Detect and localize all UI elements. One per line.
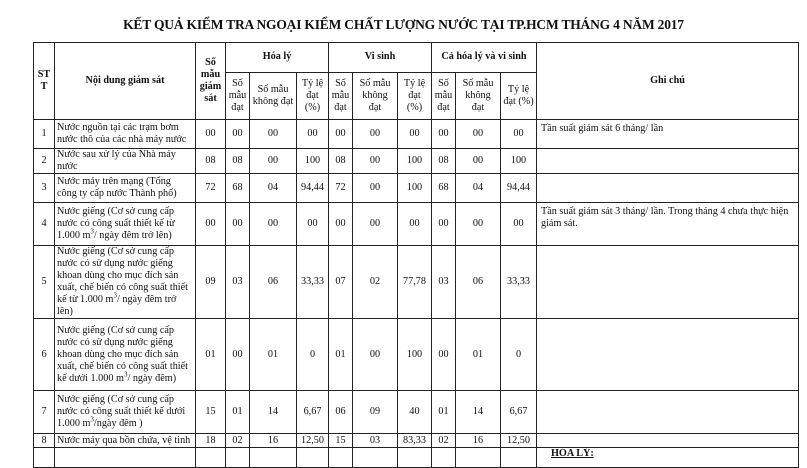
cell-hl-khong-dat: 00 <box>250 203 297 246</box>
row-samples: 18 <box>196 434 226 448</box>
header-c-khong-dat: Số mẫu không đạt <box>456 73 501 120</box>
cell-hl-khong-dat: 04 <box>250 174 297 203</box>
cell-vs-khong-dat: 00 <box>353 203 398 246</box>
row-note <box>537 391 799 434</box>
cell-hl-dat: 00 <box>226 120 250 149</box>
results-table <box>33 42 799 468</box>
cell-hl-khong-dat: 01 <box>250 319 297 391</box>
cell-hl-ty-le: 0 <box>297 319 329 391</box>
blank-cell <box>55 448 196 468</box>
cell-vs-khong-dat: 03 <box>353 434 398 448</box>
cell-c-ty-le: 0 <box>501 319 537 391</box>
cell-c-khong-dat: 00 <box>456 120 501 149</box>
cell-c-ty-le: 6,67 <box>501 391 537 434</box>
table-row <box>34 448 799 468</box>
cell-hl-ty-le: 100 <box>297 149 329 174</box>
cell-vs-dat: 08 <box>329 149 353 174</box>
cell-vs-dat: 01 <box>329 319 353 391</box>
blank-cell <box>196 448 226 468</box>
row-content: Nước máy trên mạng (Tổng công ty cấp nước Thành phố) <box>55 174 196 203</box>
cell-hl-dat: 03 <box>226 246 250 319</box>
blank-cell <box>329 448 353 468</box>
cell-vs-khong-dat: 00 <box>353 149 398 174</box>
cell-c-khong-dat: 01 <box>456 319 501 391</box>
row-stt: 8 <box>34 434 55 448</box>
header-note: Ghi chú <box>537 43 799 120</box>
header-ca-hai: Cả hóa lý và vi sinh <box>432 43 537 73</box>
row-note <box>537 319 799 391</box>
row-content: Nước giếng (Cơ sở cung cấp nước có sử dụng nước giếng khoan dùng cho mục đích sản xuất, chế biến có công suất thiết kế dưới 1.000 $m^3/$ ngày đêm) <box>55 319 196 391</box>
cell-hl-ty-le: 00 <box>297 120 329 149</box>
row-note: Tần suất giám sát 6 tháng/ lần <box>537 120 799 149</box>
blank-cell <box>353 448 398 468</box>
cell-c-khong-dat: 00 <box>456 203 501 246</box>
cell-c-ty-le: 12,50 <box>501 434 537 448</box>
header-hl-khong-dat: Số mẫu không đạt <box>250 73 297 120</box>
cell-c-ty-le: 33,33 <box>501 246 537 319</box>
cell-vs-khong-dat: 02 <box>353 246 398 319</box>
table-row <box>34 391 799 434</box>
cell-hl-ty-le: 12,50 <box>297 434 329 448</box>
row-stt: 3 <box>34 174 55 203</box>
row-content: Nước giếng (Cơ sở cung cấp nước có công suất thiết kế từ 1.000 $m^3/$ ngày đêm trở lên) <box>55 203 196 246</box>
cell-hl-dat: 02 <box>226 434 250 448</box>
header-vs-dat: Số mẫu đạt <box>329 73 353 120</box>
cell-c-ty-le: 00 <box>501 120 537 149</box>
cell-c-dat: 03 <box>432 246 456 319</box>
blank-cell <box>250 448 297 468</box>
table-row <box>34 174 799 203</box>
blank-cell <box>501 448 537 468</box>
cell-vs-dat: 00 <box>329 120 353 149</box>
blank-cell <box>432 448 456 468</box>
cell-c-dat: 08 <box>432 149 456 174</box>
row-samples: 15 <box>196 391 226 434</box>
cell-hl-khong-dat: 06 <box>250 246 297 319</box>
cell-vs-khong-dat: 00 <box>353 319 398 391</box>
cell-vs-dat: 72 <box>329 174 353 203</box>
row-content: Nước sau xử lý của Nhà máy nước <box>55 149 196 174</box>
row-content: Nước máy qua bồn chứa, vệ tinh <box>55 434 196 448</box>
cell-vs-dat: 00 <box>329 203 353 246</box>
cell-vs-ty-le: 00 <box>398 203 432 246</box>
cell-vs-ty-le: 40 <box>398 391 432 434</box>
row-content: Nước nguồn tại các trạm bơm nước thô của các nhà máy nước <box>55 120 196 149</box>
header-c-ty-le: Tỷ lệ đạt (%) <box>501 73 537 120</box>
cell-c-khong-dat: 14 <box>456 391 501 434</box>
row-stt: 2 <box>34 149 55 174</box>
row-note <box>537 246 799 319</box>
cell-c-dat: 02 <box>432 434 456 448</box>
cell-c-ty-le: 00 <box>501 203 537 246</box>
cell-hl-dat: 00 <box>226 203 250 246</box>
cell-vs-dat: 15 <box>329 434 353 448</box>
cell-c-dat: 01 <box>432 391 456 434</box>
table-row <box>34 434 799 448</box>
cell-hl-ty-le: 00 <box>297 203 329 246</box>
cell-vs-dat: 07 <box>329 246 353 319</box>
cell-hl-dat: 00 <box>226 319 250 391</box>
cell-vs-ty-le: 100 <box>398 174 432 203</box>
cell-c-khong-dat: 16 <box>456 434 501 448</box>
cell-hl-ty-le: 94,44 <box>297 174 329 203</box>
cell-vs-dat: 06 <box>329 391 353 434</box>
cell-vs-ty-le: 00 <box>398 120 432 149</box>
cell-hl-dat: 01 <box>226 391 250 434</box>
cell-vs-khong-dat: 00 <box>353 174 398 203</box>
blank-cell <box>398 448 432 468</box>
header-stt: ST T <box>34 43 55 120</box>
cell-c-ty-le: 100 <box>501 149 537 174</box>
blank-cell <box>34 448 55 468</box>
row-samples: 01 <box>196 319 226 391</box>
header-c-dat: Số mẫu đạt <box>432 73 456 120</box>
header-content: Nội dung giám sát <box>55 43 196 120</box>
cell-hl-ty-le: 33,33 <box>297 246 329 319</box>
cell-hl-khong-dat: 00 <box>250 120 297 149</box>
cell-c-ty-le: 94,44 <box>501 174 537 203</box>
row-samples: 08 <box>196 149 226 174</box>
row-stt: 7 <box>34 391 55 434</box>
row-stt: 6 <box>34 319 55 391</box>
table-row <box>34 319 799 391</box>
cell-c-khong-dat: 04 <box>456 174 501 203</box>
cell-hl-khong-dat: 00 <box>250 149 297 174</box>
cell-hl-dat: 08 <box>226 149 250 174</box>
cell-c-khong-dat: 00 <box>456 149 501 174</box>
side-note: HÓA LÝ: <box>537 448 799 468</box>
header-samples: Số mẫu giám sát <box>196 43 226 120</box>
header-vs-khong-dat: Số mẫu không đạt <box>353 73 398 120</box>
row-content: Nước giếng (Cơ sở cung cấp nước có sử dụng nước giếng khoan dùng cho mục đích sản xuất, chế biến có công suất thiết kế từ 1.000 $m^3/$ ngày đêm trở lên) <box>55 246 196 319</box>
page-title: KẾT QUẢ KIỂM TRA NGOẠI KIỂM CHẤT LƯỢNG NƯỚC TẠI TP.HCM THÁNG 4 NĂM 2017 <box>123 17 684 32</box>
cell-vs-khong-dat: 09 <box>353 391 398 434</box>
row-stt: 5 <box>34 246 55 319</box>
row-samples: 09 <box>196 246 226 319</box>
table-row <box>34 203 799 246</box>
row-samples: 00 <box>196 203 226 246</box>
cell-c-khong-dat: 06 <box>456 246 501 319</box>
header-hl-dat: Số mẫu đạt <box>226 73 250 120</box>
row-note <box>537 149 799 174</box>
row-note <box>537 174 799 203</box>
cell-vs-khong-dat: 00 <box>353 120 398 149</box>
table-row <box>34 120 799 149</box>
row-samples: 00 <box>196 120 226 149</box>
cell-c-dat: 68 <box>432 174 456 203</box>
cell-vs-ty-le: 83,33 <box>398 434 432 448</box>
cell-hl-khong-dat: 16 <box>250 434 297 448</box>
row-stt: 4 <box>34 203 55 246</box>
cell-vs-ty-le: 77,78 <box>398 246 432 319</box>
row-samples: 72 <box>196 174 226 203</box>
blank-cell <box>456 448 501 468</box>
row-stt: 1 <box>34 120 55 149</box>
cell-c-dat: 00 <box>432 120 456 149</box>
cell-vs-ty-le: 100 <box>398 319 432 391</box>
table-row <box>34 149 799 174</box>
header-vi-sinh: Vi sinh <box>329 43 432 73</box>
row-note: Tần suất giám sát 3 tháng/ lần. Trong tháng 4 chưa thực hiện giám sát. <box>537 203 799 246</box>
cell-c-dat: 00 <box>432 203 456 246</box>
cell-hl-ty-le: 6,67 <box>297 391 329 434</box>
row-note <box>537 434 799 448</box>
blank-cell <box>297 448 329 468</box>
header-hoa-ly: Hóa lý <box>226 43 329 73</box>
cell-hl-khong-dat: 14 <box>250 391 297 434</box>
cell-hl-dat: 68 <box>226 174 250 203</box>
cell-vs-ty-le: 100 <box>398 149 432 174</box>
header-vs-ty-le: Tỷ lệ đạt (%) <box>398 73 432 120</box>
header-hl-ty-le: Tỷ lệ đạt (%) <box>297 73 329 120</box>
cell-c-dat: 00 <box>432 319 456 391</box>
blank-cell <box>226 448 250 468</box>
table-row <box>34 246 799 319</box>
row-content: Nước giếng (Cơ sở cung cấp nước có công suất thiết kế dưới 1.000 $m^3$/ngày đêm ) <box>55 391 196 434</box>
